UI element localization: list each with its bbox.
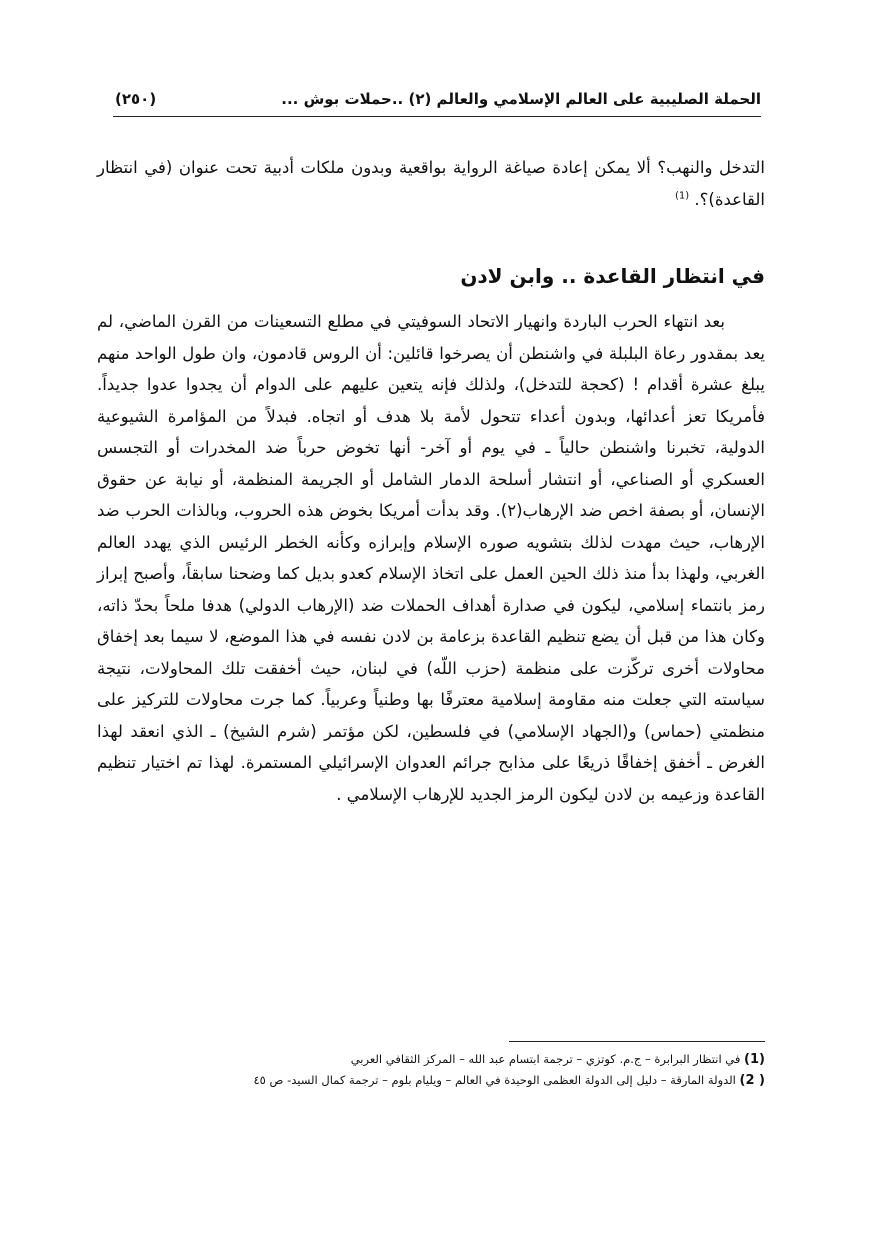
intro-paragraph: [97, 152, 765, 215]
footnote-item: [97, 1070, 765, 1091]
footnote-marker: ( 2): [739, 1073, 765, 1088]
section-heading: في انتظار القاعدة .. وابن لادن: [460, 264, 765, 288]
intro-text: التدخل والنهب؟ ألا يمكن إعادة صياغة الرواية بواقعية وبدون ملكات أدبية تحت عنوان (في انتظار القاعدة)؟.: [97, 158, 765, 209]
running-header: [113, 86, 761, 117]
page-number: (٢٥٠): [115, 90, 157, 108]
footnote-text: الدولة المارقة – دليل إلى الدولة العظمى الوحيدة في العالم – ويليام بلوم – ترجمة كمال السيد- ص ٤٥: [253, 1073, 736, 1087]
footnotes: [97, 1049, 765, 1091]
section-paragraph-text: بعد انتهاء الحرب الباردة وانهيار الاتحاد السوفيتي في مطلع التسعينات من القرن الماضي، لم يعد بمقدور رعاة البلبلة في واشنطن أن يصرخوا قائلين: أن الروس قادمون، وان طول الواحد منهم يبلغ عشرة أقدام ! (كحجة للتدخل)، ولذلك فإنه يتعين عليهم على الدوام أن يجدوا عدوا جديداً. فأمريكا تعز أعدائها، وبدون أعداء تتحول لأمة بلا هدف أو اتجاه. فبدلاً من المؤامرة الشيوعية الدولية، تخبرنا واشنطن حالياً ـ في يوم أو آخر- أنها تخوض حرباً ضد المخدرات أو التجسس العسكري أو الصناعي، أو انتشار أسلحة الدمار الشامل أو الجريمة المنظمة، أو نيابة عن حقوق الإنسان، أو بصفة اخص ضد الإرهاب(٢). وقد بدأت أمريكا بخوض هذه الحروب، وبالذات الحرب ضد الإرهاب، حيث مهدت لذلك بتشويه صوره الإسلام وإبرازه وكأنه الخطر الرئيس الذي يهدد العالم الغربي، ولهذا بدأ منذ ذلك الحين العمل على اتخاذ الإسلام كعدو بديل كما وضحنا سابقاً، وأصبح إبراز رمز بانتماء إسلامي، ليكون في صدارة أهداف الحملات ضد (الإرهاب الدولي) هدفا ملحاً بحدّ ذاته، وكان هذا من قبل أن يضع تنظيم القاعدة بزعامة بن لادن نفسه في هذا الموضع، لا سيما بعد إخفاق محاولات أخرى تركّزت على منظمة (حزب اللّه) في لبنان، حيث أخفقت تلك المحاولات، نتيجة سياسته التي جعلت منه مقاومة إسلامية معترفًا بها وطنياً وعربياً. كما جرت محاولات للتركيز على منظمتي (حماس) و(الجهاد الإسلامي) في فلسطين، لكن مؤتمر (شرم الشيخ) ـ الذي انعقد لهذا الغرض ـ أخفق إخفاقًا ذريعًا على مذابح جرائم العدوان الإسرائيلي المستمرة. لهذا تم اختيار تنظيم القاعدة وزعيمه بن لادن ليكون الرمز الجديد للإرهاب الإسلامي .: [97, 312, 765, 804]
section-paragraph: [97, 306, 765, 810]
header-title: الحملة الصليبية على العالم الإسلامي والعالم (٢) ..حملات بوش ...: [281, 90, 761, 108]
footnote-separator: [509, 1041, 765, 1042]
footnote-item: [97, 1049, 765, 1070]
footnote-ref-1[interactable]: (1): [674, 190, 690, 201]
footnote-text: في انتظار البرابرة – ج.م. كوتزي – ترجمة ابتسام عبد الله – المركز الثقافي العربي: [350, 1052, 741, 1066]
footnote-marker: (1): [744, 1052, 765, 1067]
